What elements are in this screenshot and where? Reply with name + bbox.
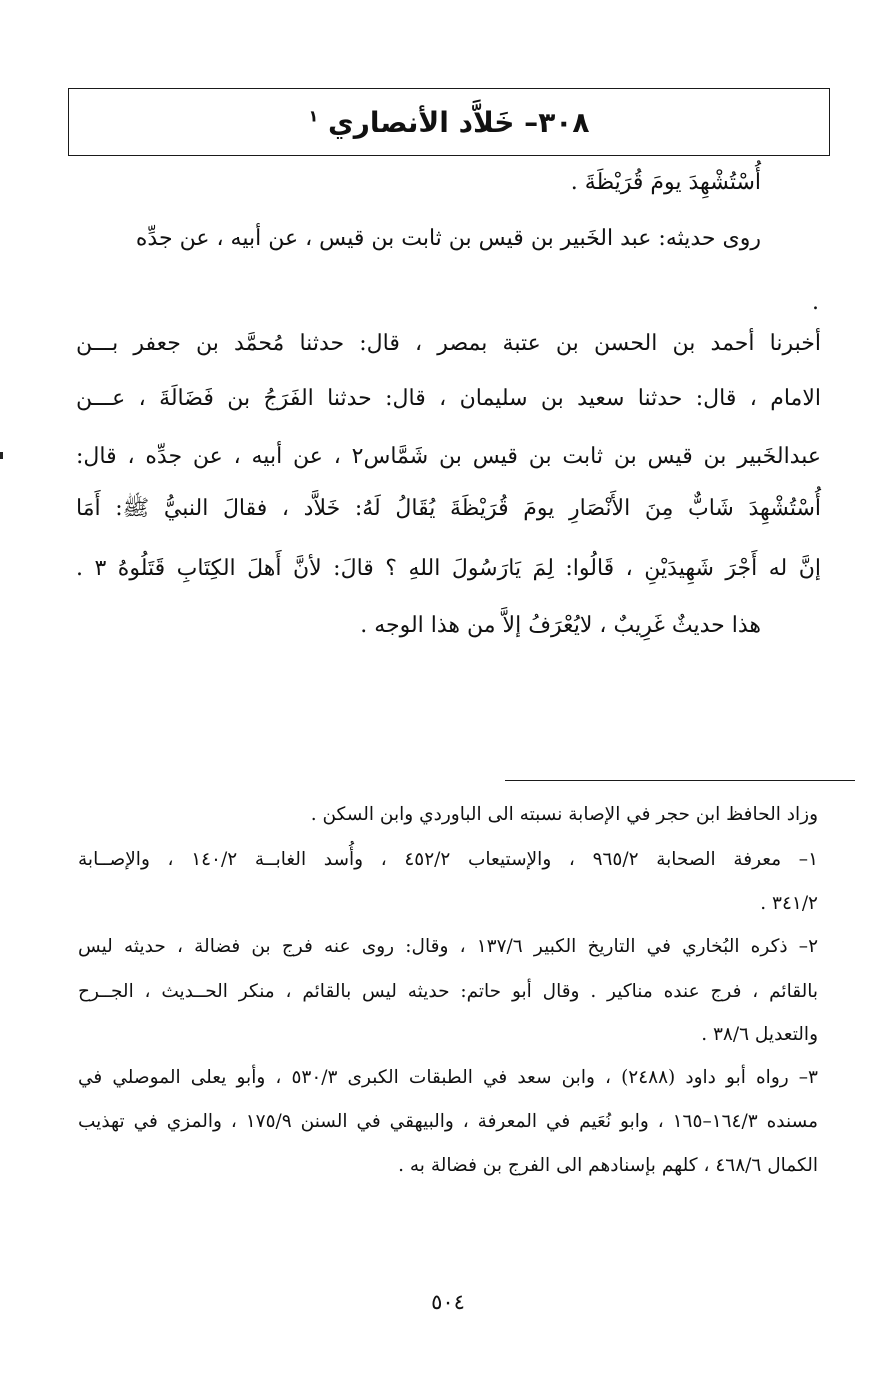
footnote-3-line-1: ٣– رواه أبو داود (٢٤٨٨) ، وابن سعد في الطبقات الكبرى ٥٣٠/٣ ، وأبو يعلى الموصلي في xyxy=(78,1067,818,1088)
footnote-intro: وزاد الحافظ ابن حجر في الإصابة نسبته الى الباوردي وابن السكن . xyxy=(310,804,818,825)
entry-heading-text: ٣٠٨– خَلاَّد الأنصاري xyxy=(328,105,590,139)
footnote-2-line-3: والتعديل ٣٨/٦ . xyxy=(701,1024,818,1045)
page-number: ٥٠٤ xyxy=(431,1290,465,1314)
body-line-6: عبدالخَبير بن قيس بن ثابت بن قيس بن شَمَّاس٢ ، عن أبيه ، عن جدِّه ، قال: xyxy=(76,444,821,469)
entry-heading-footnote-ref: ١ xyxy=(308,106,319,126)
body-line-3: . xyxy=(812,290,819,315)
footnote-separator xyxy=(505,780,855,781)
entry-heading-box xyxy=(68,88,830,156)
footnote-2-line-1: ٢– ذكره البُخاري في التاريخ الكبير ١٣٧/٦ ، وقال: روى عنه فرج بن فضالة ، حديثه ليس xyxy=(78,936,818,957)
margin-mark xyxy=(0,452,3,459)
body-line-4: أخبرنا أحمد بن الحسن بن عتبة بمصر ، قال: حدثنا مُحمَّد بن جعفر بـــن xyxy=(76,331,821,356)
body-line-1: أُسْتُشْهِدَ يومَ قُرَيْظَةَ . xyxy=(570,170,761,195)
body-line-8: إنَّ له أَجْرَ شَهِيدَيْنِ ، قَالُوا: لِمَ يَارَسُولَ اللهِ ؟ قالَ: لأنَّ أَهلَ الكِتَابِ قَتَلُوهُ ٣ . xyxy=(76,556,821,581)
footnote-3-line-3: الكمال ٤٦٨/٦ ، كلهم بإسنادهم الى الفرج بن فضالة به . xyxy=(398,1155,818,1176)
footnote-1-line-1: ١– معرفة الصحابة ٩٦٥/٢ ، والإستيعاب ٤٥٢/٢ ، وأُسد الغابــة ١٤٠/٢ ، والإصــابة xyxy=(78,849,818,870)
footnote-1-line-2: ٣٤١/٢ . xyxy=(760,893,818,914)
footnote-2-line-2: بالقائم ، فرج عنده مناكير . وقال أبو حاتم: حديثه ليس بالقائم ، منكر الحــديث ، الجــرح xyxy=(78,981,818,1002)
body-line-9: هذا حديثٌ غَرِيبٌ ، لايُعْرَفُ إلاَّ من هذا الوجه . xyxy=(360,613,761,638)
body-line-2: روى حديثه: عبد الخَبير بن قيس بن ثابت بن قيس ، عن أبيه ، عن جدِّه xyxy=(135,226,761,251)
body-line-5: الامام ، قال: حدثنا سعيد بن سليمان ، قال: حدثنا الفَرَجُ بن فَضَالَةَ ، عـــن xyxy=(76,386,821,411)
body-line-7: أُسْتُشْهِدَ شَابٌّ مِنَ الأَنْصَارِ يومَ قُرَيْظَةَ يُقَالُ لَهُ: خَلاَّد ، فقالَ النبيُّ ﷺ: أَمَا xyxy=(76,496,821,521)
footnote-3-line-2: مسنده ١٦٤/٣–١٦٥ ، وابو نُعَيم في المعرفة ، والبيهقي في السنن ١٧٥/٩ ، والمزي في تهذيب xyxy=(78,1111,818,1132)
entry-heading xyxy=(309,106,590,139)
